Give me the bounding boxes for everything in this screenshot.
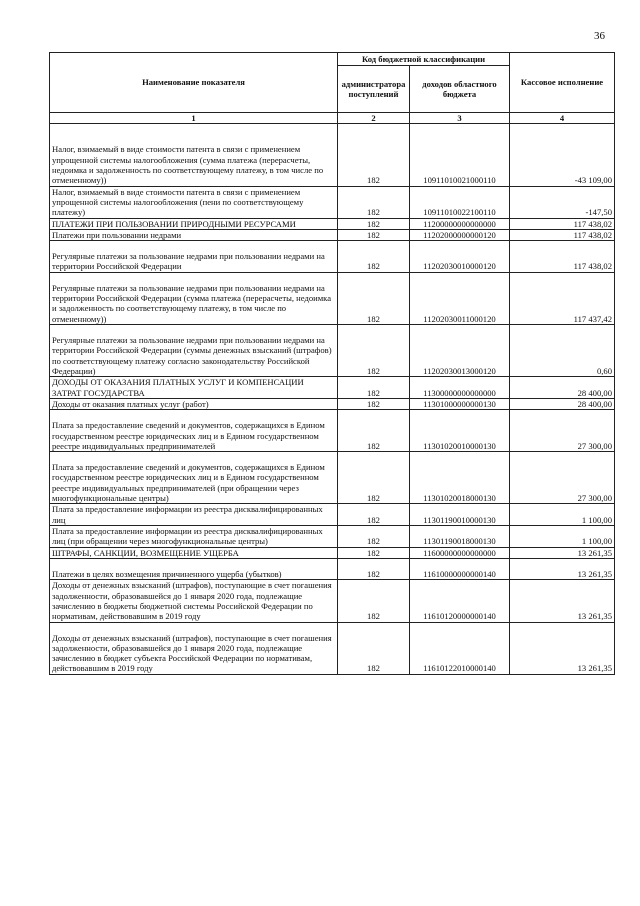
- revenue-code-cell: 11610122010000140: [410, 622, 510, 674]
- admin-code-cell: 182: [338, 547, 410, 558]
- revenue-code-cell: 11300000000000000: [410, 377, 510, 399]
- admin-code-cell: 182: [338, 229, 410, 240]
- admin-code-cell: 182: [338, 124, 410, 186]
- cash-amount-cell: 27 300,00: [510, 410, 615, 452]
- table-row: [50, 547, 615, 558]
- indicator-name-cell: ДОХОДЫ ОТ ОКАЗАНИЯ ПЛАТНЫХ УСЛУГ И КОМПЕНСАЦИИ ЗАТРАТ ГОСУДАРСТВА: [50, 377, 338, 399]
- revenue-code-cell: 11600000000000000: [410, 547, 510, 558]
- indicator-name-cell: Регулярные платежи за пользование недрами при пользовании недрами на территории Российской Федерации: [50, 241, 338, 273]
- cash-amount-cell: -43 109,00: [510, 124, 615, 186]
- admin-code-cell: 182: [338, 558, 410, 579]
- admin-code-cell: 182: [338, 526, 410, 548]
- cash-amount-cell: 117 438,02: [510, 241, 615, 273]
- cash-amount-cell: 117 437,42: [510, 272, 615, 324]
- table-row: [50, 325, 615, 377]
- indicator-name-cell: Налог, взимаемый в виде стоимости патента в связи с применением упрощенной системы налогообложения (сумма платежа (перерасчеты, недоимка и задолженность по соответствующему платежу, в том числе по отмененному)): [50, 124, 338, 186]
- admin-code-cell: 182: [338, 398, 410, 409]
- cash-amount-cell: -147,50: [510, 186, 615, 218]
- table-row: [50, 218, 615, 229]
- table-row: [50, 241, 615, 273]
- revenue-code-cell: 11301190018000130: [410, 526, 510, 548]
- admin-code-cell: 182: [338, 452, 410, 504]
- cash-amount-cell: 13 261,35: [510, 547, 615, 558]
- revenue-code-cell: 11202030013000120: [410, 325, 510, 377]
- table-body: [50, 124, 615, 674]
- column-index: 4: [510, 113, 615, 124]
- column-index-row: [50, 113, 615, 124]
- admin-code-cell: 182: [338, 410, 410, 452]
- table-row: [50, 504, 615, 526]
- revenue-code-cell: 11301020010000130: [410, 410, 510, 452]
- revenue-code-cell: 11301020018000130: [410, 452, 510, 504]
- cash-amount-cell: 117 438,02: [510, 229, 615, 240]
- header-budget-code-group: Код бюджетной классификации: [338, 53, 510, 66]
- column-index: 2: [338, 113, 410, 124]
- header-admin-code: администратора поступлений: [338, 66, 410, 113]
- table-row: [50, 377, 615, 399]
- revenue-code-cell: 11202030011000120: [410, 272, 510, 324]
- revenue-code-cell: 11301190010000130: [410, 504, 510, 526]
- header-cash-execution: Кассовое исполнение: [510, 53, 615, 113]
- cash-amount-cell: 117 438,02: [510, 218, 615, 229]
- table-row: [50, 622, 615, 674]
- indicator-name-cell: Плата за предоставление сведений и документов, содержащихся в Едином государственном реестре юридических лиц и в Едином государственном реестре индивидуальных предпринимателей (при обращении через многофункциональные центры): [50, 452, 338, 504]
- revenue-code-cell: 11301000000000130: [410, 398, 510, 409]
- admin-code-cell: 182: [338, 241, 410, 273]
- admin-code-cell: 182: [338, 272, 410, 324]
- table-row: [50, 124, 615, 186]
- table-row: [50, 580, 615, 622]
- column-index: 3: [410, 113, 510, 124]
- header-indicator-name: Наименование показателя: [50, 53, 338, 113]
- revenue-code-cell: 11202000000000120: [410, 229, 510, 240]
- table-row: [50, 272, 615, 324]
- admin-code-cell: 182: [338, 580, 410, 622]
- revenue-table: [49, 52, 615, 675]
- indicator-name-cell: Плата за предоставление информации из реестра дисквалифицированных лиц (при обращении через многофункциональные центры): [50, 526, 338, 548]
- table-row: [50, 452, 615, 504]
- header-revenue-code: доходов областного бюджета: [410, 66, 510, 113]
- cash-amount-cell: 13 261,35: [510, 580, 615, 622]
- revenue-code-cell: 11202030010000120: [410, 241, 510, 273]
- table-row: [50, 398, 615, 409]
- indicator-name-cell: Регулярные платежи за пользование недрами при пользовании недрами на территории Российской Федерации (суммы денежных взысканий (штрафов) по соответствующему платежу согласно законодательству Российской Федерации): [50, 325, 338, 377]
- cash-amount-cell: 27 300,00: [510, 452, 615, 504]
- table-row: [50, 558, 615, 579]
- table-row: [50, 526, 615, 548]
- admin-code-cell: 182: [338, 377, 410, 399]
- admin-code-cell: 182: [338, 218, 410, 229]
- revenue-code-cell: 10911010021000110: [410, 124, 510, 186]
- indicator-name-cell: Налог, взимаемый в виде стоимости патента в связи с применением упрощенной системы налогообложения (пени по соответствующему платежу): [50, 186, 338, 218]
- revenue-code-cell: 11610120000000140: [410, 580, 510, 622]
- revenue-code-cell: 11200000000000000: [410, 218, 510, 229]
- indicator-name-cell: ШТРАФЫ, САНКЦИИ, ВОЗМЕЩЕНИЕ УЩЕРБА: [50, 547, 338, 558]
- cash-amount-cell: 1 100,00: [510, 504, 615, 526]
- indicator-name-cell: Доходы от оказания платных услуг (работ): [50, 398, 338, 409]
- admin-code-cell: 182: [338, 325, 410, 377]
- indicator-name-cell: Доходы от денежных взысканий (штрафов), поступающие в счет погашения задолженности, образовавшейся до 1 января 2020 года, подлежащие зачислению в бюджеты бюджетной системы Российской Федерации по нормативам, действовавшим в 2019 году: [50, 580, 338, 622]
- revenue-code-cell: 11610000000000140: [410, 558, 510, 579]
- page-number: 36: [594, 30, 605, 42]
- table-row: [50, 186, 615, 218]
- indicator-name-cell: ПЛАТЕЖИ ПРИ ПОЛЬЗОВАНИИ ПРИРОДНЫМИ РЕСУРСАМИ: [50, 218, 338, 229]
- indicator-name-cell: Платежи в целях возмещения причиненного ущерба (убытков): [50, 558, 338, 579]
- table-row: [50, 229, 615, 240]
- indicator-name-cell: Регулярные платежи за пользование недрами при пользовании недрами на территории Российской Федерации (сумма платежа (перерасчеты, недоимка и задолженность по соответствующему платежу, в том числе по отмененному)): [50, 272, 338, 324]
- cash-amount-cell: 0,60: [510, 325, 615, 377]
- indicator-name-cell: Доходы от денежных взысканий (штрафов), поступающие в счет погашения задолженности, образовавшейся до 1 января 2020 года, подлежащие зачислению в бюджет субъекта Российской Федерации по нормативам, действовавшим в 2019 году: [50, 622, 338, 674]
- revenue-code-cell: 10911010022100110: [410, 186, 510, 218]
- cash-amount-cell: 28 400,00: [510, 398, 615, 409]
- admin-code-cell: 182: [338, 622, 410, 674]
- cash-amount-cell: 13 261,35: [510, 622, 615, 674]
- cash-amount-cell: 1 100,00: [510, 526, 615, 548]
- column-index: 1: [50, 113, 338, 124]
- admin-code-cell: 182: [338, 504, 410, 526]
- table-row: [50, 410, 615, 452]
- cash-amount-cell: 13 261,35: [510, 558, 615, 579]
- indicator-name-cell: Платежи при пользовании недрами: [50, 229, 338, 240]
- cash-amount-cell: 28 400,00: [510, 377, 615, 399]
- indicator-name-cell: Плата за предоставление сведений и документов, содержащихся в Едином государственном реестре юридических лиц и в Едином государственном реестре индивидуальных предпринимателей: [50, 410, 338, 452]
- indicator-name-cell: Плата за предоставление информации из реестра дисквалифицированных лиц: [50, 504, 338, 526]
- admin-code-cell: 182: [338, 186, 410, 218]
